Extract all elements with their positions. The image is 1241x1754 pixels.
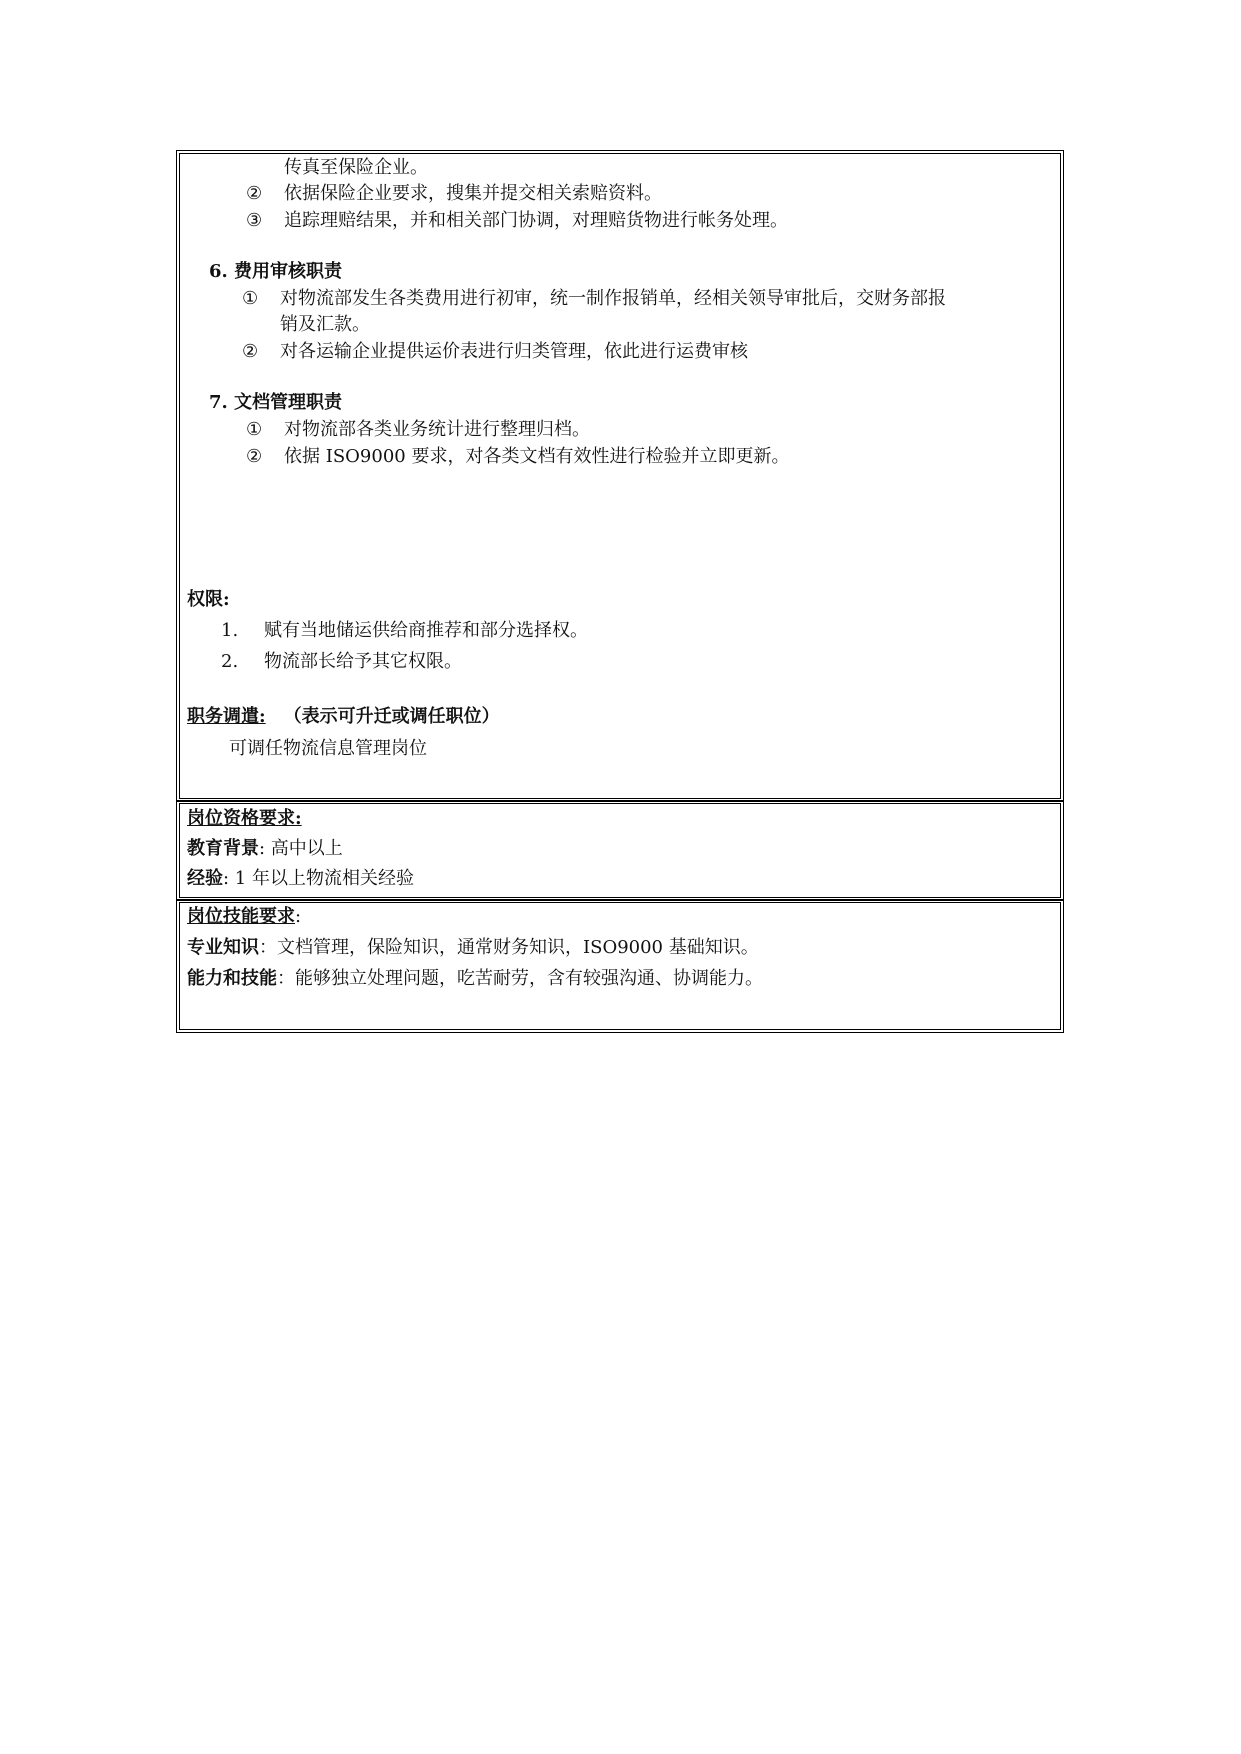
transfer-note: （表示可升迁或调任职位） <box>283 706 500 727</box>
knowledge-value: ：文档管理，保险知识，通常财务知识，ISO9000 基础知识。 <box>259 937 759 958</box>
education-line <box>187 838 343 860</box>
authority-heading: 权限: <box>187 589 230 610</box>
list-item-continuation: 销及汇款。 <box>280 314 370 335</box>
list-item-text: 对各运输企业提供运价表进行归类管理，依此进行运费审核 <box>280 341 748 362</box>
skills-heading-line <box>187 906 301 928</box>
list-number: ② <box>246 183 263 204</box>
list-item-text: 依据 ISO9000 要求，对各类文档有效性进行检验并立即更新。 <box>284 446 790 467</box>
skills-heading: 岗位技能要求 <box>187 906 295 927</box>
experience-line <box>187 868 414 890</box>
list-item-text: 物流部长给予其它权限。 <box>264 651 462 672</box>
list-number: ① <box>242 288 259 309</box>
section-heading: 7. 文档管理职责 <box>209 392 343 413</box>
list-item-text: 对物流部各类业务统计进行整理归档。 <box>284 419 590 440</box>
ability-label: 能力和技能 <box>187 968 277 989</box>
claims-line: 传真至保险企业。 <box>284 157 428 178</box>
ability-value: ：能够独立处理问题，吃苦耐劳，含有较强沟通、协调能力。 <box>277 968 763 989</box>
education-label: 教育背景 <box>187 838 259 859</box>
section-heading: 6. 费用审核职责 <box>209 261 343 282</box>
list-item-text: 赋有当地储运供给商推荐和部分选择权。 <box>264 620 588 641</box>
experience-value: : 1 年以上物流相关经验 <box>223 868 414 889</box>
ability-line <box>187 968 763 990</box>
transfer-text: 可调任物流信息管理岗位 <box>229 738 427 759</box>
list-number: ② <box>246 446 263 467</box>
transfer-heading: 职务调遣 <box>187 706 259 727</box>
list-number: 1. <box>221 620 239 641</box>
education-value: : 高中以上 <box>259 838 343 859</box>
list-number: ② <box>242 341 259 362</box>
knowledge-line <box>187 937 759 959</box>
responsibilities-box <box>176 150 1064 802</box>
list-item-text: 对物流部发生各类费用进行初审，统一制作报销单，经相关领导审批后，交财务部报 <box>280 288 946 309</box>
list-number: ③ <box>246 210 263 231</box>
transfer-colon: : <box>259 706 266 727</box>
list-number: 2. <box>221 651 239 672</box>
skills-box <box>176 899 1064 1033</box>
transfer-heading-line <box>187 706 500 728</box>
experience-label: 经验 <box>187 868 223 889</box>
knowledge-label: 专业知识 <box>187 937 259 958</box>
list-item-text: 追踪理赔结果，并和相关部门协调，对理赔货物进行帐务处理。 <box>284 210 788 231</box>
list-number: ① <box>246 419 263 440</box>
qualifications-heading: 岗位资格要求: <box>187 808 302 829</box>
list-item-text: 依据保险企业要求，搜集并提交相关索赔资料。 <box>284 183 662 204</box>
skills-heading-colon: : <box>295 906 302 927</box>
